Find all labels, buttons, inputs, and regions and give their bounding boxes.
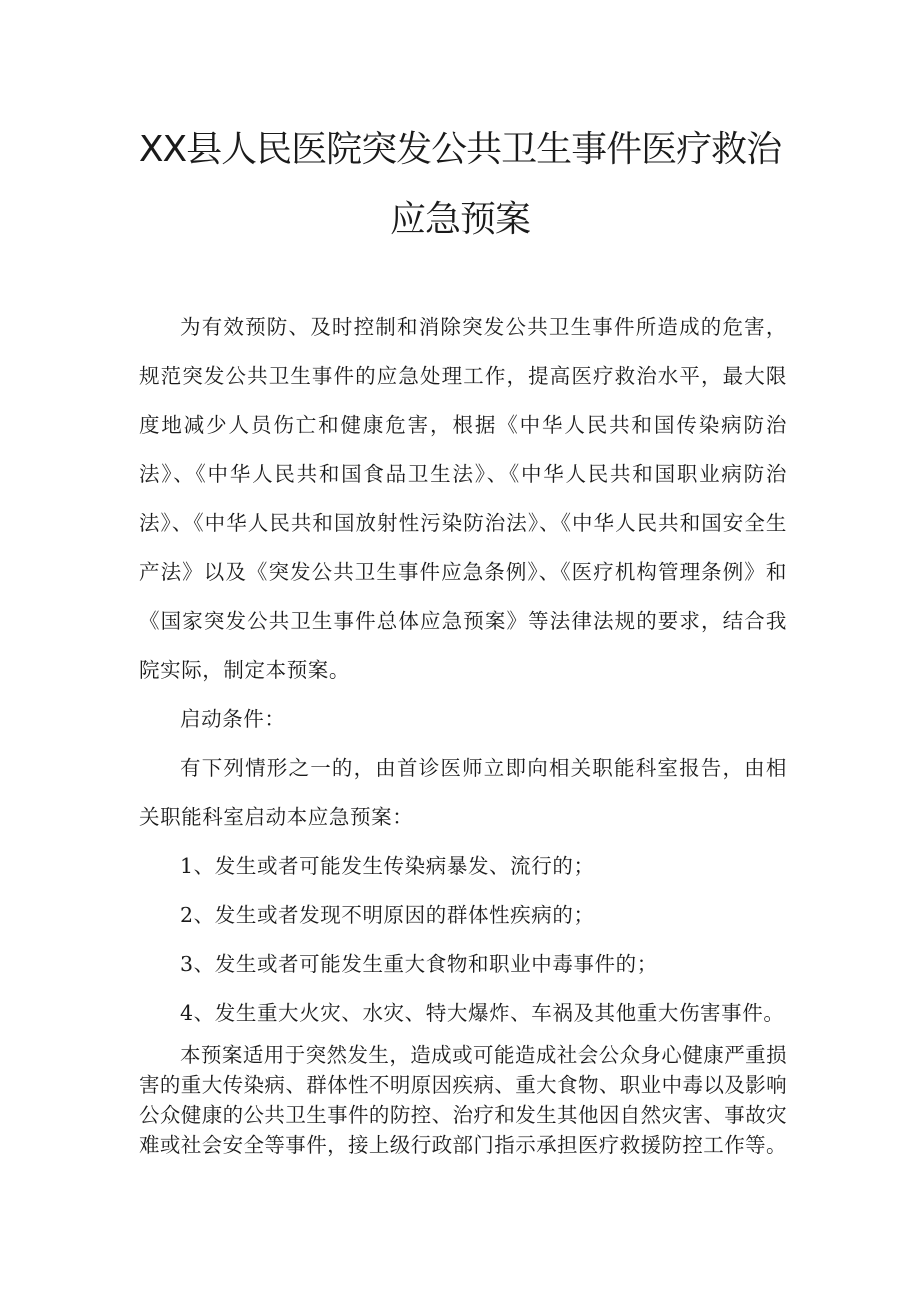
section-heading: 启动条件： (180, 707, 286, 731)
document-title-line-2: 应急预案 (389, 199, 530, 240)
document-title-line-1: XX县人民医院突发公共卫生事件医疗救治 (138, 129, 782, 170)
document-body (139, 303, 787, 1038)
condition-item: 3、发生或者可能发生重大食物和职业中毒事件的； (180, 952, 658, 976)
conditions-paragraph: 有下列情形之一的，由首诊医师立即向相关职能科室报告，由相关职能科室启动本应急预案： (139, 756, 787, 829)
condition-item: 2、发生或者发现不明原因的群体性疾病的； (180, 903, 595, 927)
scope-paragraph: 本预案适用于突然发生，造成或可能造成社会公众身心健康严重损害的重大传染病、群体性不明原因疾病、重大食物、职业中毒以及影响公众健康的公共卫生事件的防控、治疗和发生其他因自然灾害、事故灾难或社会安全等事件，接上级行政部门指示承担医疗救援防控工作等。 (139, 1043, 787, 1157)
condition-item: 1、发生或者可能发生传染病暴发、流行的； (180, 854, 595, 878)
intro-paragraph: 为有效预防、及时控制和消除突发公共卫生事件所造成的危害，规范突发公共卫生事件的应急处理工作，提高医疗救治水平，最大限度地减少人员伤亡和健康危害，根据《中华人民共和国传染病防治法》、《中华人民共和国食品卫生法》、《中华人民共和国职业病防治法》、《中华人民共和国放射性污染防治法》、《中华人民共和国安全生产法》以及《突发公共卫生事件应急条例》、《医疗机构管理条例》和《国家突发公共卫生事件总体应急预案》等法律法规的要求，结合我院实际，制定本预案。 (139, 315, 787, 682)
condition-item: 4、发生重大火灾、水灾、特大爆炸、车祸及其他重大伤害事件。 (180, 1001, 785, 1025)
